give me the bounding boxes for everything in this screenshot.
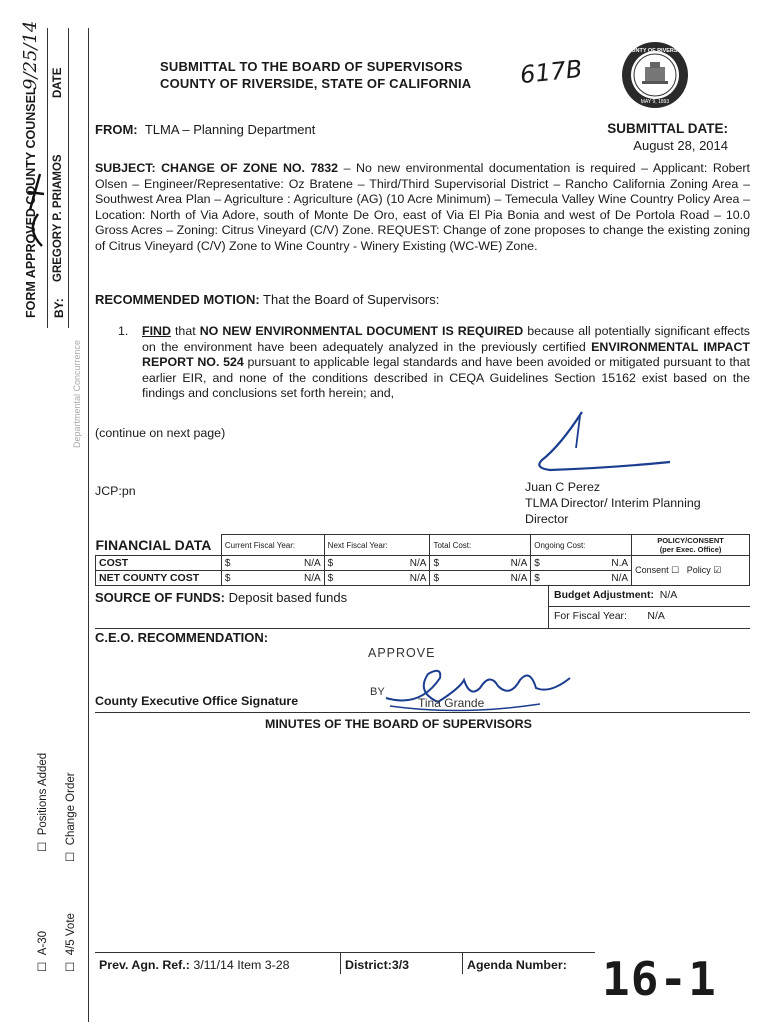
counsel-date-label: DATE	[52, 67, 64, 98]
counsel-name: GREGORY P. PRIAMOS	[52, 154, 64, 282]
policy-consent-cell: Consent ☐ Policy ☑	[632, 556, 750, 586]
submittal-date: SUBMITTAL DATE: August 28, 2014	[607, 121, 728, 153]
margin-vertical-rule	[88, 28, 89, 1022]
ceo-signature-label: County Executive Office Signature	[95, 694, 299, 708]
from-line: FROM: TLMA – Planning Department	[95, 122, 316, 137]
checkbox-consent[interactable]: ☐	[671, 565, 680, 575]
handwritten-annotation: 617B	[518, 54, 584, 90]
counsel-signature	[22, 170, 48, 250]
footer-divider-2	[462, 952, 463, 974]
initials: JCP:pn	[95, 484, 136, 498]
financial-data-title: FINANCIAL DATA	[95, 536, 212, 553]
header-next-fiscal-year: Next Fiscal Year:	[324, 535, 430, 556]
svg-text:COUNTY OF RIVERSIDE: COUNTY OF RIVERSIDE	[623, 48, 687, 54]
footer-divider-1	[340, 952, 341, 974]
checkbox-policy[interactable]: ☑	[713, 565, 722, 575]
sof-rule	[95, 628, 750, 629]
ceo-signer-name: Tina Grande	[418, 696, 485, 710]
signer-block	[525, 479, 701, 527]
source-of-funds: SOURCE OF FUNDS: Deposit based funds	[95, 590, 348, 605]
ceo-recommendation-label: C.E.O. RECOMMENDATION:	[95, 630, 269, 645]
form-approved-label: FORM APPROVED COUNTY COUNSEL	[24, 87, 38, 318]
financial-row-net-county-cost: NET COUNTY COST $ N/A $ N/A $ N/A $ N/A	[96, 571, 750, 586]
district: District:3/3	[345, 958, 410, 972]
financial-header-row	[96, 535, 750, 556]
continue-note: (continue on next page)	[95, 426, 226, 440]
ceo-by-label: BY	[370, 686, 385, 698]
positions-added-checkbox-label: ☐ Positions Added	[37, 752, 49, 852]
vote-checkbox-label: ☐ 4/5 Vote	[65, 913, 77, 972]
checkbox-change-order[interactable]: ☐	[65, 851, 77, 862]
director-signature	[520, 408, 690, 480]
financial-data-table	[95, 534, 750, 586]
checkbox-a30[interactable]: ☐	[37, 961, 49, 972]
header-total-cost: Total Cost:	[430, 535, 531, 556]
counsel-by-label: BY:	[52, 298, 66, 318]
header-current-fiscal-year: Current Fiscal Year:	[221, 535, 324, 556]
change-order-checkbox-label: ☐ Change Order	[65, 772, 77, 862]
agenda-number: 16-1	[602, 952, 717, 1006]
fiscal-year: For Fiscal Year: N/A	[548, 607, 750, 628]
previous-agenda-reference: Prev. Agn. Ref.: 3/11/14 Item 3-28	[99, 958, 290, 972]
counsel-date-handwritten: 9/25/14	[20, 20, 41, 90]
checkbox-vote[interactable]: ☐	[65, 961, 77, 972]
minutes-heading: MINUTES OF THE BOARD OF SUPERVISORS	[265, 717, 532, 731]
recommended-motion: RECOMMENDED MOTION: That the Board of Supervisors:	[95, 292, 440, 307]
svg-text:MAY 9, 1893: MAY 9, 1893	[640, 99, 670, 105]
financial-row-cost: COST $ N/A $ N/A $ N/A $ N.A Consent ☐ Policy ☑	[96, 556, 750, 571]
signer-title-2: Director	[525, 512, 569, 526]
budget-adjustment: Budget Adjustment: N/A	[548, 586, 750, 607]
ceo-rule	[95, 712, 750, 713]
approve-stamp: APPROVE	[368, 646, 436, 660]
header-policy-consent: POLICY/CONSENT (per Exec. Office)	[632, 535, 750, 556]
page-title: SUBMITTAL TO THE BOARD OF SUPERVISORS COUNTY OF RIVERSIDE, STATE OF CALIFORNIA	[160, 59, 472, 91]
checkbox-positions-added[interactable]: ☐	[37, 841, 49, 852]
subject-paragraph: SUBJECT: CHANGE OF ZONE NO. 7832 – No new environmental documentation is required – Applicant: Robert Olsen – Engineer/Representative: Oz Bratene – Third/Third Supervisorial District – Rancho California Zoning Area – Southwest Area Plan – Agriculture : Agriculture (AG) (10 Acre Minimum) – Temecula Valley Wine Country Policy Area – Location: North of Via Adore, south of Monte De Oro, east of Via El Pia Bonia and west of De Portola Road – 10.0 Gross Acres – Zoning: Citrus Vineyard (C/V) Zone. REQUEST: Change of zone proposes to change the existing zoning of Citrus Vineyard (C/V) Zone to Wine Country - Winery Existing (WC-WE) Zone.	[95, 161, 751, 253]
departmental-concurrence-label: Departmental Concurrence	[72, 339, 82, 448]
budget-adjustment-box	[548, 586, 750, 628]
signer-name: Juan C Perez	[525, 480, 601, 494]
motion-item-1: 1. FIND that NO NEW ENVIRONMENTAL DOCUMENT IS REQUIRED because all potentially significant effects on the environment have been adequately analyzed in the previously certified ENVIRONMENTAL IMPACT REPORT NO. 524 pursuant to applicable legal standards and have been avoided or mitigated pursuant to that earlier EIR, and none of the conditions described in CEQA Guidelines Section 15162 exist based on the findings and conclusions set forth herein; and,	[118, 324, 750, 401]
county-seal-logo	[620, 40, 690, 110]
counsel-box-rule-2	[68, 28, 69, 328]
header-ongoing-cost: Ongoing Cost:	[531, 535, 632, 556]
footer-rule	[95, 952, 595, 953]
a30-checkbox-label: ☐ A-30	[37, 931, 49, 972]
agenda-number-label: Agenda Number:	[467, 958, 567, 972]
signer-title: TLMA Director/ Interim Planning	[525, 496, 701, 510]
